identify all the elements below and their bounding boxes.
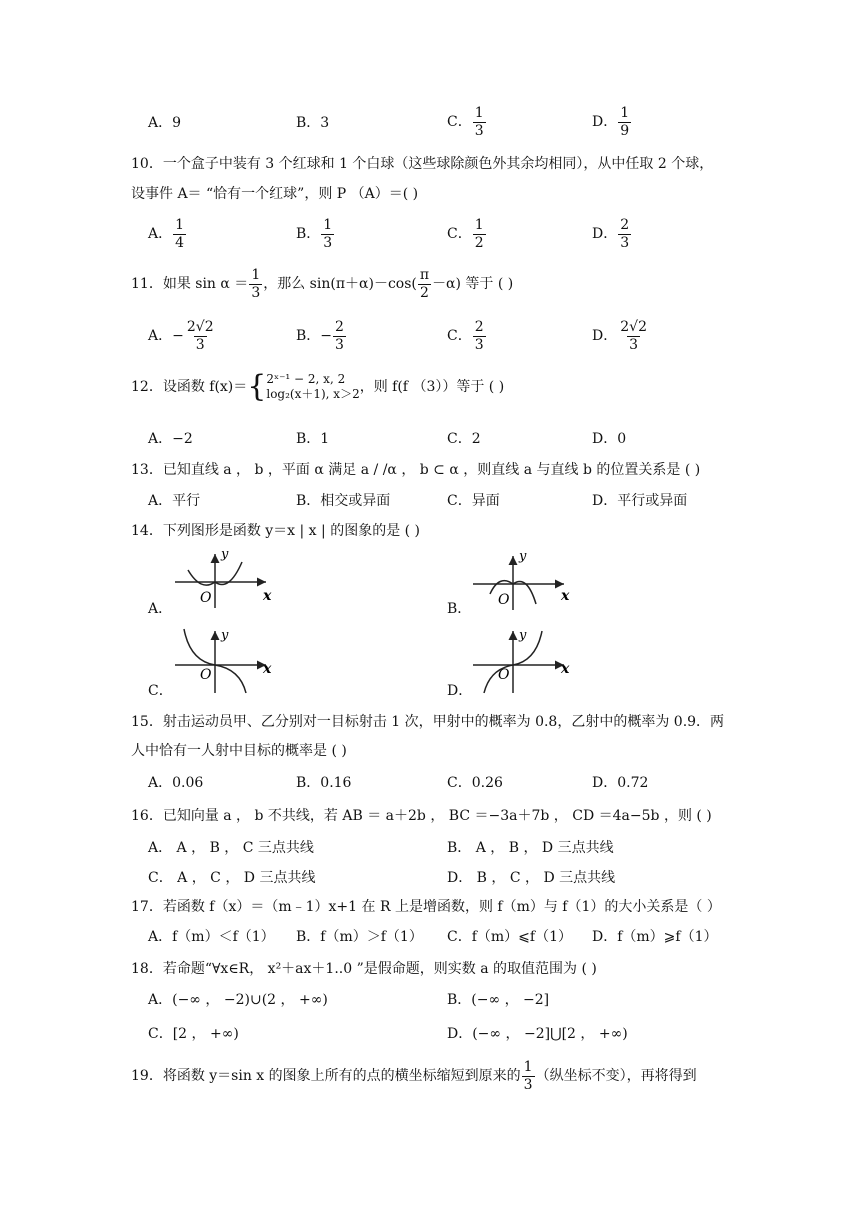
q12-option-b-value: 1: [320, 431, 330, 447]
q10-option-b: [296, 218, 335, 250]
q10-option-c-fraction: $\frac{1}{2}$: [474, 217, 484, 251]
q14-graph-b: [468, 550, 578, 612]
q12-brace: {: [247, 369, 267, 404]
q12-option-c-value: 2: [471, 431, 481, 447]
q11-option-b-sign: −: [320, 328, 333, 345]
q12-option-c-letter: C．: [447, 431, 472, 447]
q13-stem: 13．已知直线 a ， b ，平面 α 满足 a / /α ， b ⊂ α ，则直线 a 与直线 b 的位置关系是 ( ): [131, 462, 701, 478]
q11-option-b-letter: B．: [296, 328, 321, 345]
q17-option-d: D．f（m）⩾f（1）: [592, 929, 718, 945]
q15-stem-line2: 人中恰有一人射中目标的概率是 ( ): [131, 743, 347, 759]
q12-option-b-letter: B．: [296, 431, 321, 447]
q17-option-a: A．f（m）＜f（1）: [148, 929, 275, 945]
q14-graph-a-svg: [170, 548, 280, 610]
q11-option-d: [592, 320, 650, 352]
q11-stem-pi-fraction: $\frac{\pi}{2}$: [419, 267, 430, 301]
q11-option-a-fraction: $\frac{2√2}{3}$: [186, 319, 214, 353]
q14-graph-c-svg: [170, 625, 280, 695]
q12-piecewise: [266, 372, 359, 402]
q19-stem-prefix: 19．将函数 y＝sin x 的图象上所有的点的横坐标缩短到原来的: [131, 1068, 521, 1085]
q10-option-a-letter: A．: [148, 226, 173, 243]
q10-option-b-fraction: $\frac{1}{3}$: [323, 217, 333, 251]
q14-graph-b-svg: [468, 550, 578, 612]
q10-option-a: [148, 218, 187, 250]
q10-option-d: [592, 218, 632, 250]
origin-label: O: [200, 590, 212, 606]
q11-stem-fraction: $\frac{1}{3}$: [251, 267, 261, 301]
q13-option-b: B．相交或异面: [296, 493, 391, 509]
q13-option-d: D．平行或异面: [592, 493, 688, 509]
q11-stem-prefix: 11．如果 sin α ＝: [131, 276, 249, 293]
q16-option-a: A． A ， B ， C 三点共线: [148, 840, 314, 856]
axis-y-label: y: [519, 550, 527, 564]
q16-stem: 16．已知向量 a ， b 不共线，若 AB ＝ a＋2b ， BC ＝−3a＋7b ， CD ＝4a−5b ，则 ( ): [131, 808, 712, 824]
q15-option-b: B．0.16: [296, 775, 352, 791]
q14-option-c-label: C．: [148, 683, 173, 699]
q9-option-c: [447, 106, 487, 138]
q13-option-a: A．平行: [148, 493, 201, 509]
q9-option-b: [296, 116, 329, 130]
q13-option-c: C．异面: [447, 493, 500, 509]
q19-stem: [131, 1060, 697, 1092]
q11-option-d-letter: D．: [592, 328, 618, 345]
q11-stem-mid: ，那么 sin(π＋α)－cos(: [263, 276, 417, 293]
q18-option-a: A．(−∞ ， −2)∪(2 ， +∞): [148, 992, 328, 1008]
q11-option-c-letter: C．: [447, 328, 472, 345]
q18-stem: 18．若命题“∀x∈R， x²＋ax＋1..0 ”是假命题，则实数 a 的取值范围为 ( ): [131, 961, 597, 977]
q9-option-a-value: 9: [172, 115, 182, 131]
q10-option-d-letter: D．: [592, 226, 618, 243]
axis-y-label: y: [519, 628, 527, 643]
q10-option-d-fraction: $\frac{2}{3}$: [620, 217, 630, 251]
axis-x-label: x: [561, 588, 570, 604]
q11-option-c-fraction: $\frac{2}{3}$: [474, 319, 484, 353]
q9-option-b-value: 3: [320, 115, 330, 131]
q12-option-d: [592, 432, 626, 446]
q11-option-b: [296, 320, 347, 352]
q11-option-a: [148, 320, 217, 352]
q10-stem-line2: 设事件 A＝ “恰有一个红球”，则 P （A）＝( ): [131, 186, 419, 202]
q17-option-c: C．f（m）⩽f（1）: [447, 929, 572, 945]
q10-option-c-letter: C．: [447, 226, 472, 243]
q12-stem-suffix: ，则 f(f （3））等于 ( ): [359, 379, 505, 395]
q14-stem: 14．下列图形是函数 y＝x | x | 的图象的是 ( ): [131, 523, 421, 539]
q17-option-b: B．f（m）＞f（1）: [296, 929, 423, 945]
q9-option-c-fraction: $\frac{1}{3}$: [474, 105, 484, 139]
q10-stem-line1: 10．一个盒子中装有 3 个红球和 1 个白球（这些球除颜色外其余均相同），从中任取 2 个球，: [131, 156, 714, 172]
q11-stem-suffix: －α) 等于 ( ): [432, 276, 514, 293]
q12-option-a-letter: A．: [148, 431, 173, 447]
q10-option-c: [447, 218, 487, 250]
q12-option-d-letter: D．: [592, 431, 618, 447]
q9-option-a: [148, 116, 181, 130]
q12-option-b: [296, 432, 329, 446]
q17-stem: 17．若函数 f（x）＝（m﹣1）x+1 在 R 上是增函数，则 f（m）与 f（1）的大小关系是（ ）: [131, 899, 721, 915]
q14-graph-d: [468, 625, 578, 695]
q11-option-a-letter: A．: [148, 328, 173, 345]
q9-option-a-letter: A．: [148, 115, 173, 131]
q11-option-a-sign: −: [172, 328, 184, 345]
q18-option-b: B．(−∞ ， −2]: [447, 992, 550, 1008]
q14-graph-d-svg: [468, 625, 578, 695]
origin-label: O: [498, 667, 510, 683]
axis-x-label: x: [263, 588, 272, 604]
q14-option-a-label: A．: [148, 601, 173, 617]
q12-option-a: [148, 432, 193, 446]
q14-option-b-label: B．: [447, 601, 472, 617]
q15-option-c: C．0.26: [447, 775, 503, 791]
q12-option-a-value: −2: [172, 431, 193, 447]
q18-option-d: D．(−∞ ， −2]⋃[2 ， +∞): [447, 1026, 628, 1042]
origin-label: O: [200, 667, 212, 683]
q14-option-d-label: D．: [447, 683, 473, 699]
q14-graph-c: [170, 625, 280, 695]
q9-option-d-letter: D．: [592, 114, 618, 131]
q19-stem-fraction: $\frac{1}{3}$: [523, 1059, 533, 1093]
q19-stem-suffix: （纵坐标不变），再将得到: [535, 1068, 697, 1085]
axis-x-label: x: [263, 661, 272, 677]
q12-stem: [131, 369, 505, 404]
q15-stem-line1: 15．射击运动员甲、乙分别对一目标射击 1 次，甲射中的概率为 0.8，乙射中的概率为 0.9．两: [131, 714, 725, 730]
q15-option-d: D．0.72: [592, 775, 649, 791]
q12-case-2: log₂(x＋1), x＞2: [266, 387, 360, 401]
q16-option-d: D． B ， C ， D 三点共线: [447, 870, 616, 886]
axis-x-label: x: [561, 661, 570, 677]
q12-option-d-value: 0: [617, 431, 627, 447]
q9-option-d: [592, 106, 632, 138]
q9-option-b-letter: B．: [296, 115, 321, 131]
q16-option-b: B． A ， B ， D 三点共线: [447, 840, 614, 856]
q18-option-c: C．[2 ， +∞): [148, 1026, 239, 1042]
q11-stem: [131, 268, 513, 300]
q11-option-d-fraction: $\frac{2√2}{3}$: [620, 319, 647, 353]
q10-option-a-fraction: $\frac{1}{4}$: [175, 217, 185, 251]
q12-stem-prefix: 12．设函数 f(x)＝: [131, 379, 248, 395]
axis-y-label: y: [221, 548, 229, 562]
q10-option-b-letter: B．: [296, 226, 321, 243]
q11-option-b-fraction: $\frac{2}{3}$: [335, 319, 344, 353]
q11-option-c: [447, 320, 487, 352]
origin-label: O: [498, 592, 510, 608]
q15-option-a: A．0.06: [148, 775, 204, 791]
q9-option-c-letter: C．: [447, 114, 472, 131]
axis-y-label: y: [221, 628, 229, 643]
q9-option-d-fraction: $\frac{1}{9}$: [620, 105, 630, 139]
q12-case-1: 2ˣ⁻¹ − 2, x, 2: [266, 372, 346, 386]
q16-option-c: C． A ， C ， D 三点共线: [148, 870, 316, 886]
q14-graph-a: [170, 548, 280, 610]
q12-option-c: [447, 432, 481, 446]
